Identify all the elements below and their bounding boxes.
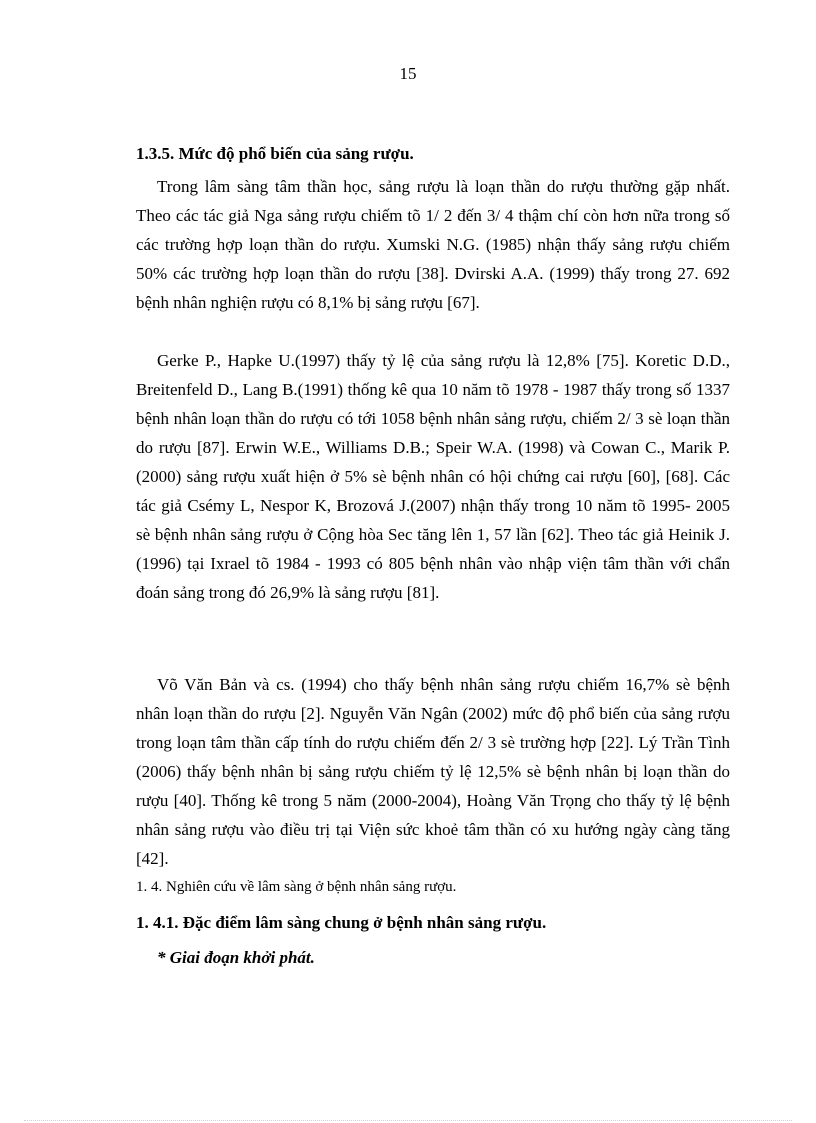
section-heading-1-4-1: 1. 4.1. Đặc điểm lâm sàng chung ở bệnh nhân sảng rượu. [136,913,547,932]
page-number: 15 [399,64,417,83]
section-heading-1-4: 1. 4. Nghiên cứu về lâm sàng ở bệnh nhân sảng rượu. [136,879,457,895]
subheading-onset-phase: * Giai đoạn khởi phát. [157,948,315,967]
paragraph-3: Võ Văn Bản và cs. (1994) cho thấy bệnh nhân sảng rượu chiếm 16,7% sè bệnh nhân loạn thần do rượu [2]. Nguyễn Văn Ngân (2002) mức độ phổ biến của sảng rượu trong loạn tâm thần cấp tính do rượu chiếm đến 2/ 3 sè trường hợp [22]. Lý Trần Tình (2006) thấy bệnh nhân bị sảng rượu chiếm tỷ lệ 12,5% sè bệnh nhân bị loạn thần do rượu [40]. Thống kê trong 5 năm (2000-2004), Hoàng Văn Trọng cho thấy tỷ lệ bệnh nhân sảng rượu vào điều trị tại Viện sức khoẻ tâm thần có xu hướng ngày càng tăng [42]. [136,675,730,868]
paragraph-1: Trong lâm sàng tâm thần học, sảng rượu là loạn thần do rượu thường gặp nhất. Theo các tác giả Nga sảng rượu chiếm tõ 1/ 2 đến 3/ 4 thậm chí còn hơn nữa trong số các trường hợp loạn thần do rượu. Xumski N.G. (1985) nhận thấy sảng rượu chiếm 50% các trường hợp loạn thần do rượu [38]. Dvirski A.A. (1999) thấy trong 27. 692 bệnh nhân nghiện rượu có 8,1% bị sảng rượu [67]. [136,177,730,312]
paragraph-2: Gerke P., Hapke U.(1997) thấy tỷ lệ của sảng rượu là 12,8% [75]. Koretic D.D., Breitenfeld D., Lang B.(1991) thống kê qua 10 năm tõ 1978 - 1987 thấy trong số 1337 bệnh nhân loạn thần do rượu có tới 1058 bệnh nhân sảng rượu, chiếm 2/ 3 sè loạn thần do rượu [87]. Erwin W.E., Williams D.B.; Speir W.A. (1998) và Cowan C., Marik P.(2000) sảng rượu xuất hiện ở 5% sè bệnh nhân có hội chứng cai rượu [60], [68]. Các tác giả Csémy L, Nespor K, Brozová J.(2007) nhận thấy trong 10 năm tõ 1995- 2005 sè bệnh nhân sảng rượu ở Cộng hòa Sec tăng lên 1, 57 lần [62]. Theo tác giả Heinik J. (1996) tại Ixrael tõ 1984 - 1993 có 805 bệnh nhân vào nhập viện tâm thần với chẩn đoán sảng trong đó 26,9% là sảng rượu [81]. [136,351,730,602]
footer-divider [24,1120,792,1121]
section-heading-1-3-5: 1.3.5. Mức độ phổ biến của sảng rượu. [136,144,414,163]
